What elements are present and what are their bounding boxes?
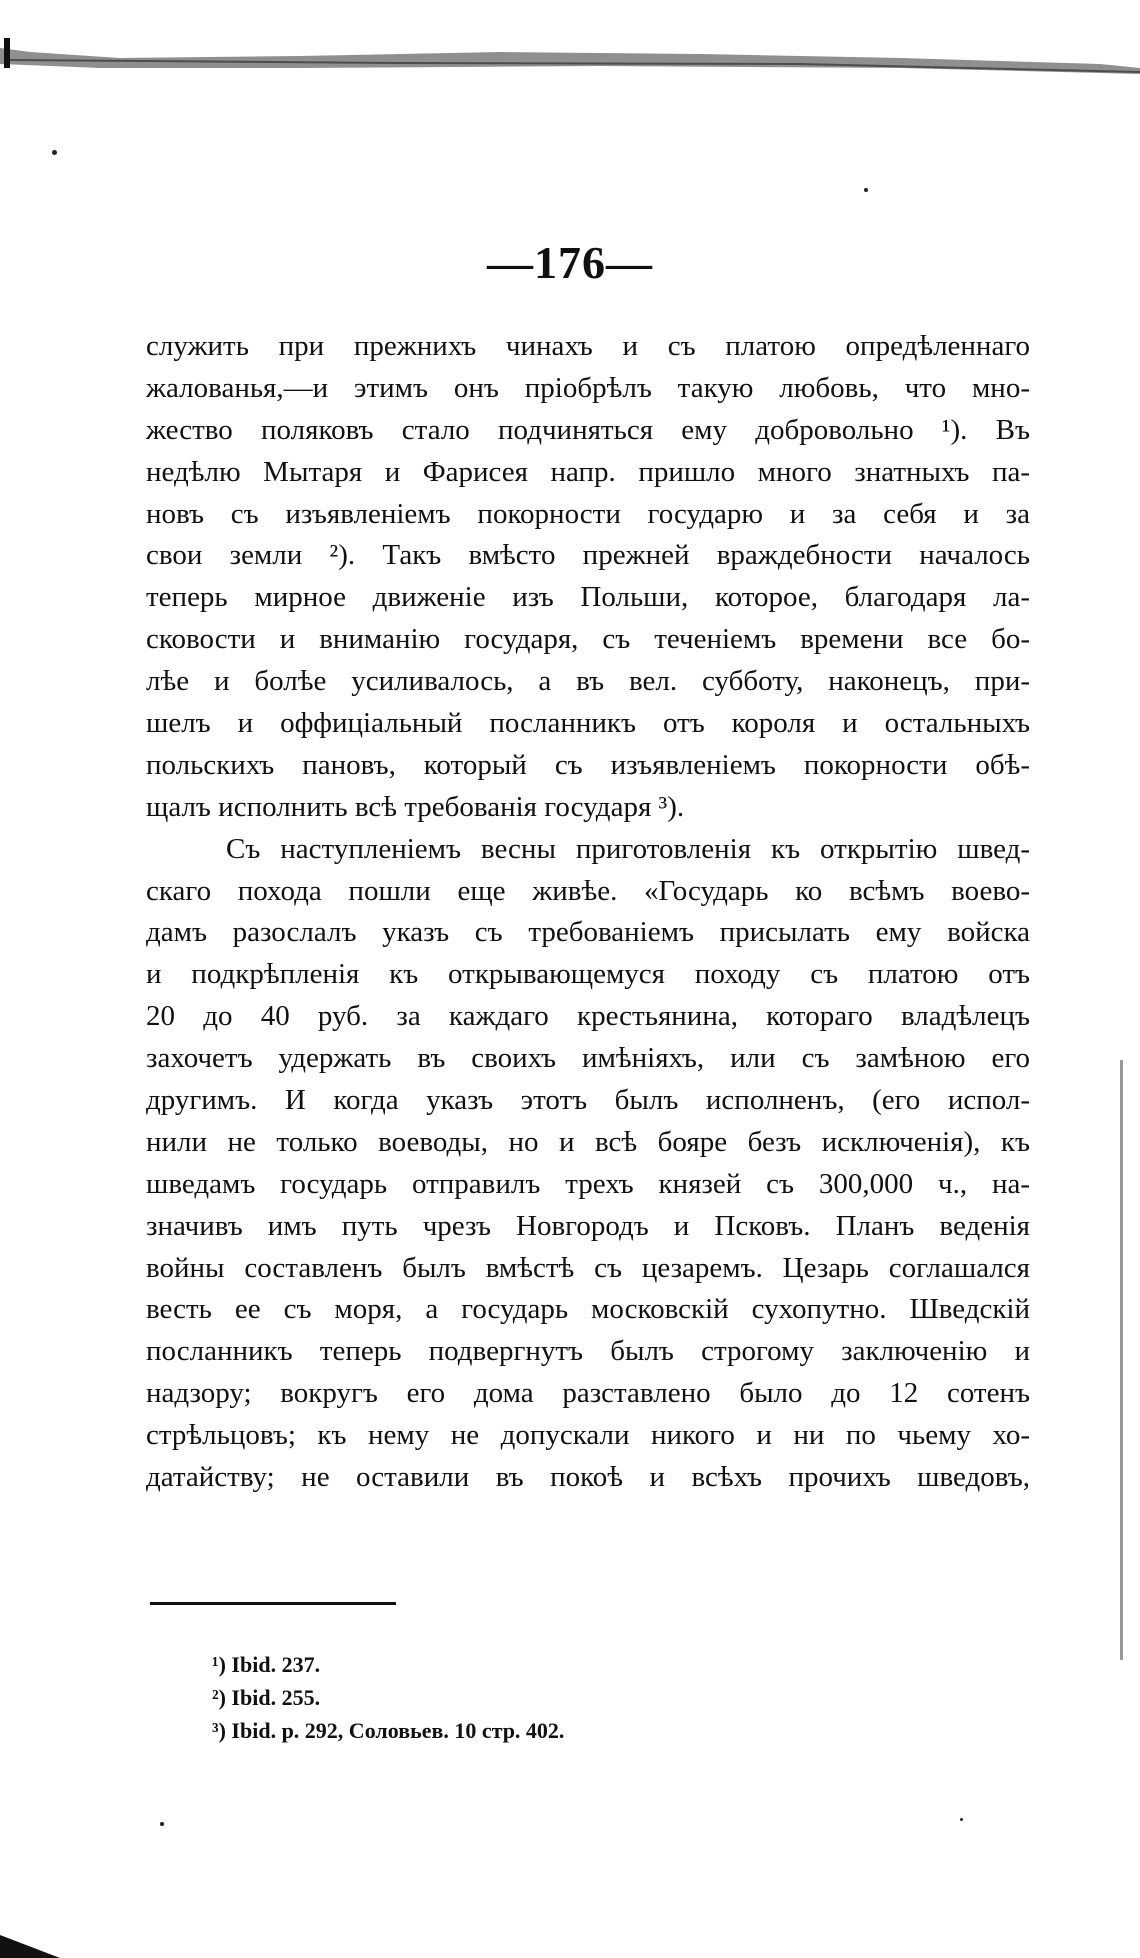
- scan-top-edge: [0, 38, 1140, 88]
- text-line: щалъ исполнить всѣ требованія государя ³).: [146, 790, 685, 823]
- text-line: Съ наступленіемъ весны приготовленія къ открытію швед-: [226, 832, 1030, 865]
- text-line: лѣе и болѣе усиливалось, а въ вел. субботу, наконецъ, при-: [146, 665, 1030, 698]
- speck: [864, 188, 868, 192]
- text-line: шелъ и оффиціальный посланникъ отъ короля и остальныхъ: [146, 707, 1030, 740]
- text-line: войны составленъ былъ вмѣстѣ съ цезаремъ. Цезарь соглашался: [146, 1251, 1030, 1284]
- text-line: сковости и вниманію государя, съ теченіемъ времени все бо-: [146, 623, 1030, 656]
- speck: [160, 1822, 164, 1826]
- footnote: ²) Ibid. 255.: [212, 1685, 321, 1710]
- text-line: надзору; вокругъ его дома разставлено было до 12 сотенъ: [146, 1377, 1030, 1410]
- text-line: посланникъ теперь подвергнутъ былъ строгому заключенію и: [146, 1335, 1030, 1368]
- speck: [52, 150, 57, 155]
- scan-bottom-corner-mark: [0, 1925, 80, 1958]
- text-line: жество поляковъ стало подчиняться ему добровольно ¹). Въ: [146, 413, 1030, 446]
- text-line: другимъ. И когда указъ этотъ былъ исполненъ, (его испол-: [146, 1084, 1030, 1117]
- page-number: —176—: [487, 237, 653, 288]
- text-line: теперь мирное движеніе изъ Польши, которое, благодаря ла-: [146, 581, 1030, 614]
- footnotes: [212, 1648, 812, 1747]
- text-line: недѣлю Мытаря и Фарисея напр. пришло много знатныхъ па-: [146, 455, 1030, 488]
- text-line: служить при прежнихъ чинахъ и съ платою опредѣленнаго: [146, 330, 1030, 362]
- text-line: весть ее съ моря, а государь московскій сухопутно. Шведскій: [146, 1293, 1030, 1326]
- text-line: скаго похода пошли еще живѣе. «Государь ко всѣмъ воево-: [146, 874, 1030, 907]
- text-line: захочетъ удержать въ своихъ имѣніяхъ, или съ замѣною его: [146, 1042, 1030, 1075]
- text-line: значивъ имъ путь чрезъ Новгородъ и Псковъ. Планъ веденія: [146, 1209, 1030, 1242]
- body-text: [146, 326, 1030, 1499]
- text-line: шведамъ государь отправилъ трехъ князей съ 300,000 ч., на-: [146, 1167, 1030, 1200]
- text-line: 20 до 40 руб. за каждаго крестьянина, котораго владѣлецъ: [146, 1000, 1030, 1033]
- text-line: жалованья,—и этимъ онъ пріобрѣлъ такую любовь, что мно-: [146, 371, 1030, 404]
- footnote: ³) Ibid. p. 292, Соловьев. 10 стр. 402.: [212, 1718, 565, 1743]
- speck: [960, 1818, 963, 1821]
- text-line: польскихъ пановъ, который съ изъявленіемъ покорности обѣ-: [146, 748, 1030, 781]
- text-line: нили не только воеводы, но и всѣ бояре безъ исключенія), къ: [146, 1125, 1030, 1158]
- text-line: новъ съ изъявленіемъ покорности государю и за себя и за: [146, 497, 1030, 530]
- text-line: дамъ разослалъ указъ съ требованіемъ присылать ему войска: [146, 916, 1030, 949]
- text-line: свои земли ²). Такъ вмѣсто прежней враждебности началось: [146, 539, 1030, 572]
- text-line: стрѣльцовъ; къ нему не допускали никого и ни по чьему хо-: [146, 1419, 1030, 1452]
- text-line: и подкрѣпленія къ открывающемуся походу съ платою отъ: [146, 958, 1030, 991]
- text-line: датайству; не оставили въ покоѣ и всѣхъ прочихъ шведовъ,: [146, 1461, 1030, 1494]
- scan-right-edge: [1120, 1060, 1123, 1660]
- footnote: ¹) Ibid. 237.: [212, 1652, 321, 1677]
- footnote-rule: [150, 1602, 396, 1605]
